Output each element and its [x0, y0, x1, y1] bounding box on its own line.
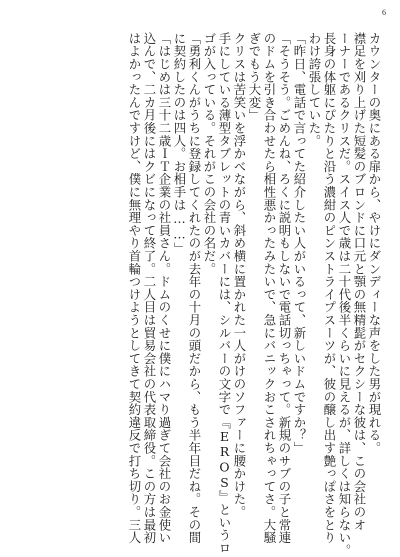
- text-line: ゴが入っている。それがこの会社の名だ。: [202, 32, 217, 276]
- text-line: 「そうそう。ごめんね、ろくに説明もしないで電話切っちゃって。新規のサブの子と常連: [277, 32, 292, 544]
- page-number: 6: [382, 8, 386, 17]
- text-line: クリスは苦笑いを浮かべながら、斜め横に置かれた一人がけのソファーに腰かけた。: [232, 32, 247, 519]
- text-line: 手にしている薄型タブレットの青いカバーには、シルバーの文字で『EROS』というロ: [217, 32, 232, 555]
- text-line: 「勇利くんがうちに登録してくれたのが去年の十月の頭だから、もう半年目だね。その間: [187, 32, 202, 544]
- text-line: カウンターの奥にある扉から、やけにダンディーな声をした男が現れる。: [367, 32, 382, 455]
- text-line: 「昨日、電話で言ってた紹介したい人がいるって、新しいドムですか？」: [292, 32, 307, 455]
- text-line: ーナーであるクリスだ。スイス人で歳は二十代後半くらいに見えるが、詳しくは知らない。: [337, 32, 352, 557]
- text-line: 「はじめは三十二歳ＩＴ企業の社員さん。ドムのくせに僕にハマり過ぎて会社のお金使い: [157, 32, 172, 544]
- text-line: はよかったんですけど、僕に無理やり首輪つけようとしてきて契約違反で打ち切り。三人: [127, 32, 142, 544]
- text-line: 長身の体躯にぴたりと沿う濃紺のピンストライプスーツが、彼の醸し出す艶っぽさをとり: [322, 32, 337, 544]
- text-line: に契約したのは四人。お相手は……」: [172, 32, 187, 255]
- text-line: 込んで、二カ月後にはクビになって終了。二人目は貿易会社の代表取締役。この方は最初: [142, 32, 157, 544]
- text-line: のドムを引き合わせたら相性悪かったみたいで、急にバニックおこされちゃってさ。大騒: [262, 32, 277, 544]
- text-line: 襟足を刈り上げた短髪のブロンドに口元と顎の無精髭がセクシーな彼は、この会社のオ: [352, 32, 367, 532]
- text-line: ぎでもう大変」: [247, 32, 262, 122]
- text-line: わけ誇張していた。: [307, 32, 322, 148]
- vertical-text-body: [127, 32, 382, 557]
